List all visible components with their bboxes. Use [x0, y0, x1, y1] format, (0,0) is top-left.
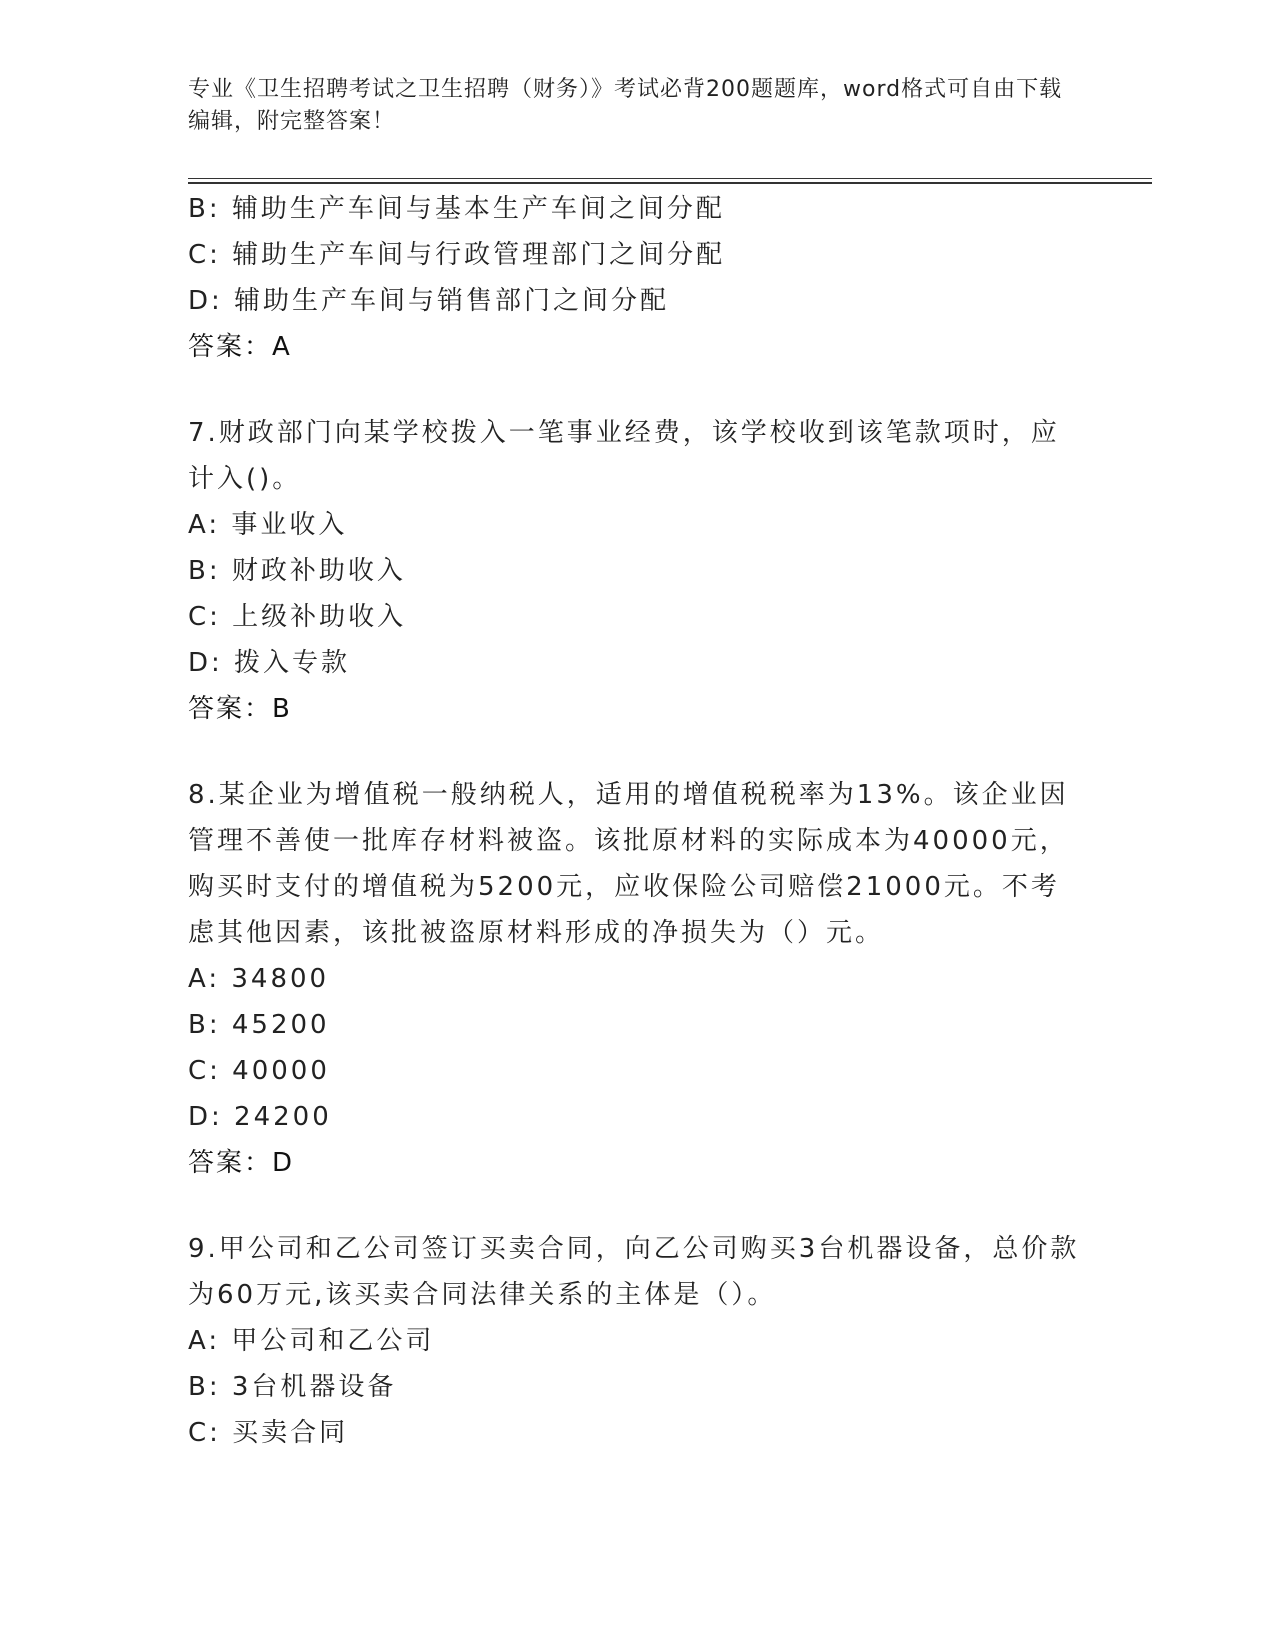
header-divider	[188, 178, 1152, 179]
question-7	[188, 410, 1088, 732]
option-c: C: 40000	[188, 1056, 330, 1086]
partial-question	[188, 186, 1088, 370]
question-list	[188, 186, 1088, 1456]
answer-line: 答案：D	[188, 1148, 295, 1178]
header-divider-thick	[188, 182, 1152, 184]
option-b: B: 财政补助收入	[188, 556, 406, 586]
option-a: A: 34800	[188, 964, 330, 994]
option-d: D: 24200	[188, 1102, 332, 1132]
document-header: 专业《卫生招聘考试之卫生招聘（财务）》考试必背200题题库，word格式可自由下载编辑，附完整答案！	[188, 77, 1063, 134]
option-b: B: 45200	[188, 1010, 330, 1040]
option-b: B: 3台机器设备	[188, 1372, 397, 1402]
option-c: C: 买卖合同	[188, 1418, 349, 1448]
answer-line: 答案：A	[188, 332, 292, 362]
option-b: B: 辅助生产车间与基本生产车间之间分配	[188, 194, 725, 224]
answer-line: 答案：B	[188, 694, 292, 724]
question-stem: 8.某企业为增值税一般纳税人，适用的增值税税率为13%。该企业因管理不善使一批库存材料被盗。该批原材料的实际成本为40000元，购买时支付的增值税为5200元，应收保险公司赔偿21000元。不考虑其他因素，该批被盗原材料形成的净损失为（）元。	[188, 780, 1069, 948]
option-c: C: 上级补助收入	[188, 602, 407, 632]
option-a: A: 甲公司和乙公司	[188, 1326, 435, 1356]
option-d: D: 辅助生产车间与销售部门之间分配	[188, 286, 670, 316]
option-c: C: 辅助生产车间与行政管理部门之间分配	[188, 240, 726, 270]
question-8	[188, 772, 1088, 1186]
question-stem: 7.财政部门向某学校拨入一笔事业经费，该学校收到该笔款项时，应计入()。	[188, 418, 1060, 494]
question-stem: 9.甲公司和乙公司签订买卖合同，向乙公司购买3台机器设备，总价款为60万元,该买卖合同法律关系的主体是（）。	[188, 1234, 1080, 1310]
question-9	[188, 1226, 1088, 1456]
option-d: D: 拨入专款	[188, 648, 351, 678]
option-a: A: 事业收入	[188, 510, 348, 540]
